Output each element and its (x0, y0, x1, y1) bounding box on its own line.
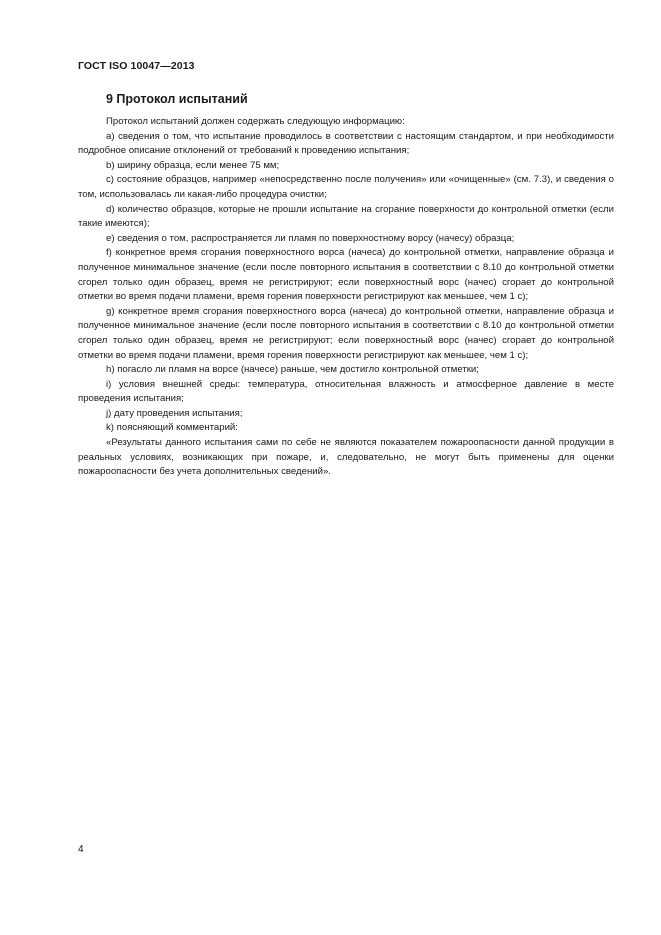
list-item-h: h) погасло ли пламя на ворсе (начесе) раньше, чем достигло контрольной отметки; (106, 364, 479, 376)
list-item-c: c) состояние образцов, например «непосредственно после получения» или «очищенные» (см. 7.3), и сведения о том, использовалась ли какая-либо процедура очистки; (78, 174, 614, 200)
section-title: 9 Протокол испытаний (106, 92, 248, 106)
list-item-i: i) условия внешней среды: температура, относительная влажность и атмосферное давление в месте проведения испытания; (78, 378, 614, 405)
list-item-g: g) конкретное время сгорания поверхностного ворса (начеса) до контрольной отметки, направление образца и полученное минимальное значение (если после повторного испытания в соответствии с 8.10 до контрольной отметки сгорел только один образец, время не регистрируют; если поверхностный ворс (начес) сгорает до контрольной отметки во время подачи пламени, время горения поверхности регистрируют как меньшее, чем 1 с); (78, 305, 614, 361)
section-body (78, 115, 614, 480)
list-item-b: b) ширину образца, если менее 75 мм; (106, 159, 280, 171)
page-number: 4 (78, 844, 84, 855)
quoted-comment: «Результаты данного испытания сами по себе не являются показателем пожароопасности данной продукции в реальных условиях, возникающих при пожаре, и, следовательно, не могут быть применены для оценки пожароопасности без учета дополнительных сведений». (78, 437, 614, 478)
list-item-d: d) количество образцов, которые не прошли испытание на сгорание поверхности до контрольной отметки (если такие имеются); (78, 203, 614, 230)
list-item-e: e) сведения о том, распространяется ли пламя по поверхностному ворсу (начесу) образца; (106, 232, 515, 244)
document-header: ГОСТ ISO 10047—2013 (78, 60, 195, 72)
list-item-a: а) сведения о том, что испытание проводилось в соответствии с настоящим стандартом, и при необходимости подробное описание отклонений от требований к проведению испытания; (78, 130, 614, 157)
list-item-j: j) дату проведения испытания; (106, 407, 243, 419)
intro-paragraph: Протокол испытаний должен содержать следующую информацию: (106, 116, 405, 127)
list-item-k: k) поясняющий комментарий: (106, 422, 238, 434)
list-item-f: f) конкретное время сгорания поверхностного ворса (начеса) до контрольной отметки, направление образца и полученное минимальное значение (если после повторного испытания в соответствии с 8.10 до контрольной отметки сгорел только один образец, время не регистрируют; если поверхностный ворс (начес) сгорает до контрольной отметки во время подачи пламени, время горения поверхности регистрируют как меньшее, чем 1 с); (78, 247, 614, 303)
